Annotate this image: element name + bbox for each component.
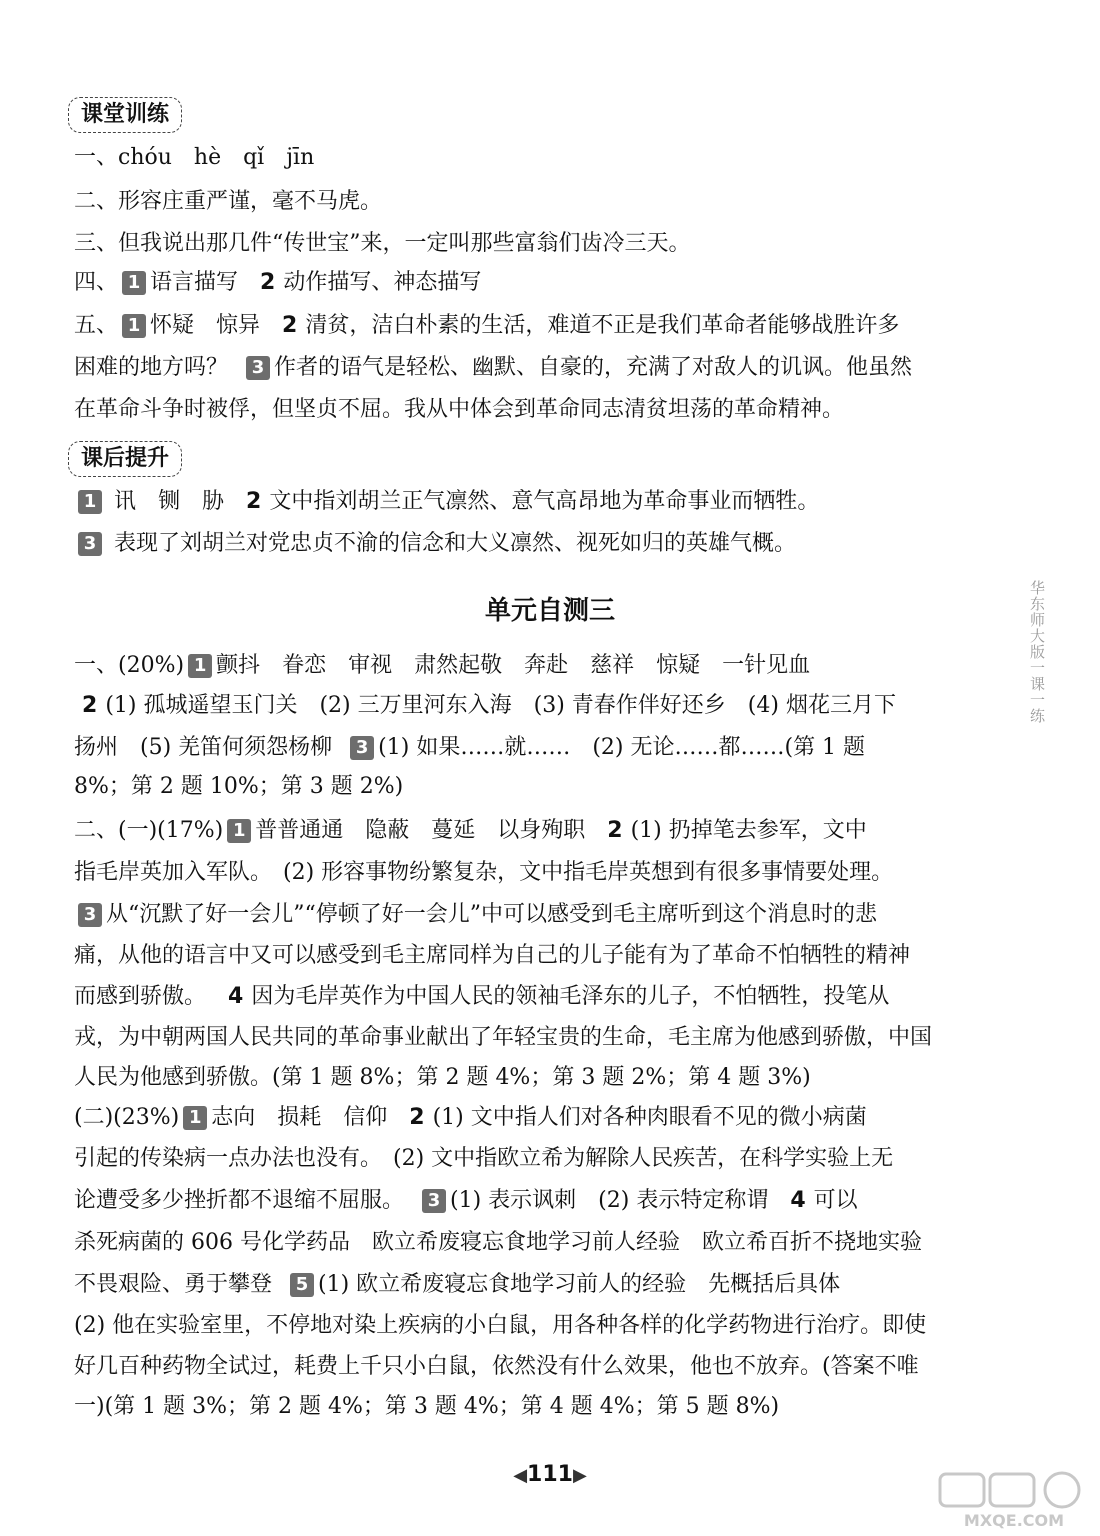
unit-line-14: 论遭受多少挫折都不退缩不屈服。 3 (1) 表示讽刺 (2) 表示特定称谓 4 可以 xyxy=(74,1188,858,1213)
question-badge: 3 xyxy=(78,903,102,927)
question-number: 2 xyxy=(607,818,623,843)
unit-line-4: 8%；第 2 题 10%；第 3 题 2%) xyxy=(74,774,404,799)
section-label-after-class: 课后提升 xyxy=(68,441,182,477)
left-arrow-icon: ◀ xyxy=(513,1465,528,1486)
unit-line-18: 好几百种药物全试过，耗费上千只小白鼠，依然没有什么效果，他也不放弃。(答案不唯 xyxy=(74,1354,919,1379)
question-number: 2 xyxy=(260,270,276,295)
unit-line-3: 扬州 (5) 羌笛何须怨杨柳 3 (1) 如果……就…… (2) 无论……都……(第 1 题 xyxy=(74,735,866,760)
question-badge: 1 xyxy=(227,819,251,843)
unit-line-15: 杀死病菌的 606 号化学药品 欧立希废寝忘食地学习前人经验 欧立希百折不挠地实验 xyxy=(74,1230,922,1255)
side-publisher-text: 华东师大版一课一练 xyxy=(1028,580,1046,724)
unit-line-10: 戎，为中朝两国人民共同的革命事业献出了年轻宝贵的生命，毛主席为他感到骄傲，中国 xyxy=(74,1025,933,1050)
question-number: 2 xyxy=(82,693,98,718)
question-number: 2 xyxy=(246,489,262,514)
unit-line-11: 人民为他感到骄傲。(第 1 题 8%；第 2 题 4%；第 3 题 2%；第 4 题 3%) xyxy=(74,1065,811,1090)
unit-line-9: 而感到骄傲。 4 因为毛岸英作为中国人民的领袖毛泽东的儿子，不怕牺牲，投笔从 xyxy=(74,984,890,1009)
watermark-logo xyxy=(934,1470,1094,1530)
right-arrow-icon: ▶ xyxy=(572,1465,587,1486)
unit-line-1: 一、(20%) 1 颤抖 眷恋 审视 肃然起敬 奔赴 慈祥 惊疑 一针见血 xyxy=(74,653,811,678)
svg-text:MXQE.COM: MXQE.COM xyxy=(963,1511,1065,1530)
answer-line-3: 三、但我说出那几件“传世宝”来，一定叫那些富翁们齿冷三天。 xyxy=(74,231,691,256)
answer-line-2: 二、形容庄重严谨，毫不马虎。 xyxy=(74,189,383,214)
question-badge: 3 xyxy=(422,1189,446,1213)
unit-line-7: 3 从“沉默了好一会儿”“停顿了好一会儿”中可以感受到毛主席听到这个消息时的悲 xyxy=(74,900,974,930)
question-badge: 1 xyxy=(183,1106,207,1130)
answer-line-4: 四、 1 语言描写 2 动作描写、神态描写 xyxy=(74,270,482,295)
unit-line-19: 一)(第 1 题 3%；第 2 题 4%；第 3 题 4%；第 4 题 4%；第 5 题 8%) xyxy=(74,1394,780,1419)
question-number: 2 xyxy=(409,1105,425,1130)
answer-line-1: 一、chóu hè qǐ jīn xyxy=(74,145,315,170)
unit-line-12: (二)(23%) 1 志向 损耗 信仰 2 (1) 文中指人们对各种肉眼看不见的微小病菌 xyxy=(74,1105,867,1130)
question-badge: 3 xyxy=(350,736,374,760)
answer-line-7: 3 表现了刘胡兰对党忠贞不渝的信念和大义凛然、视死如归的英雄气概。 xyxy=(74,529,974,559)
unit-line-6: 指毛岸英加入军队。 (2) 形容事物纷繁复杂，文中指毛岸英想到有很多事情要处理。 xyxy=(74,860,894,885)
question-number: 4 xyxy=(228,984,244,1009)
unit-line-2: 2 (1) 孤城遥望玉门关 (2) 三万里河东入海 (3) 青春作伴好还乡 (4) 烟花三月下 xyxy=(82,693,896,718)
answer-line-5: 五、 1 怀疑 惊异 2 清贫，洁白朴素的生活，难道不正是我们革命者能够战胜许多 xyxy=(74,313,900,338)
question-badge: 1 xyxy=(188,654,212,678)
unit-line-17: (2) 他在实验室里，不停地对染上疾病的小白鼠，用各种各样的化学药物进行治疗。即使 xyxy=(74,1313,927,1338)
answer-line-5b: 困难的地方吗？ 3 作者的语气是轻松、幽默、自豪的，充满了对敌人的讥讽。他虽然 xyxy=(74,355,913,380)
question-badge: 1 xyxy=(122,271,146,295)
unit-line-16: 不畏艰险、勇于攀登 5 (1) 欧立希废寝忘食地学习前人的经验 先概括后具体 xyxy=(74,1272,841,1297)
question-badge: 1 xyxy=(78,490,102,514)
question-badge: 5 xyxy=(290,1273,314,1297)
page-number: ◀111▶ xyxy=(513,1462,587,1487)
question-number: 2 xyxy=(282,313,298,338)
question-badge: 3 xyxy=(78,532,102,556)
answer-line-5c: 在革命斗争时被俘，但坚贞不屈。我从中体会到革命同志清贫坦荡的革命精神。 xyxy=(74,397,845,422)
unit-line-5: 二、(一)(17%) 1 普普通通 隐蔽 蔓延 以身殉职 2 (1) 扔掉笔去参军，文中 xyxy=(74,818,867,843)
unit-line-13: 引起的传染病一点办法也没有。 (2) 文中指欧立希为解除人民疾苦，在科学实验上无 xyxy=(74,1146,894,1171)
question-badge: 1 xyxy=(122,314,146,338)
question-number: 4 xyxy=(790,1188,806,1213)
unit-line-8: 痛，从他的语言中又可以感受到毛主席同样为自己的儿子能有为了革命不怕牺牲的精神 xyxy=(74,943,911,968)
answer-line-6: 1 讯 铡 胁 2 文中指刘胡兰正气凛然、意气高昂地为革命事业而牺牲。 xyxy=(74,487,974,517)
unit-heading: 单元自测三 xyxy=(484,596,615,626)
question-badge: 3 xyxy=(246,356,270,380)
section-label-classroom: 课堂训练 xyxy=(68,97,182,133)
